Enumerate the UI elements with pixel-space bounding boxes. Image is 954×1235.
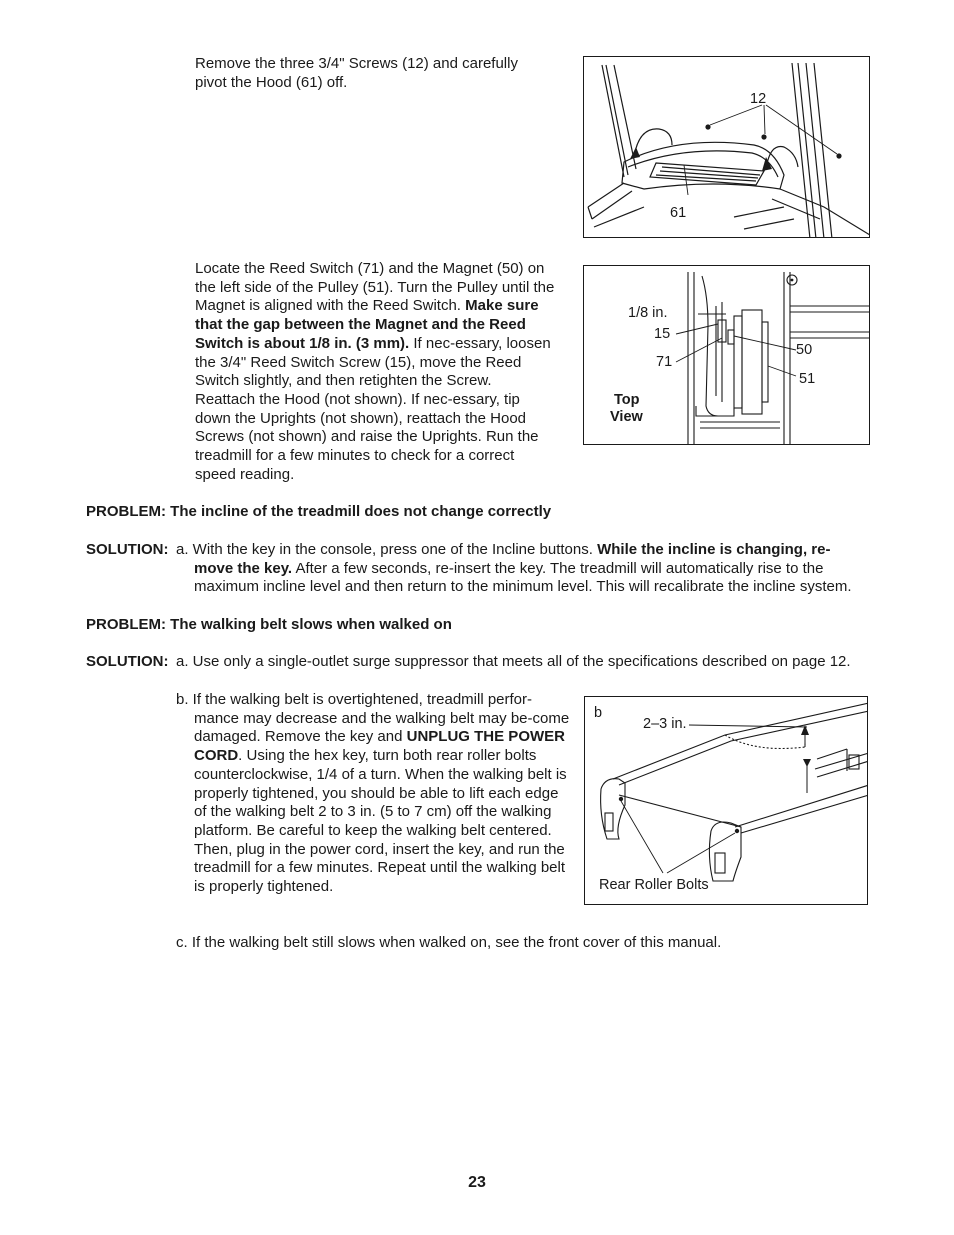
label-pulley-51: 51 — [799, 371, 816, 387]
walking-belt-illustration — [585, 697, 868, 905]
solution-belt-step-c: c. If the walking belt still slows when walked on, see the front cover of this manual. — [176, 934, 722, 951]
figure-walking-belt — [584, 696, 868, 905]
solution-belt-heading: SOLUTION: — [86, 653, 169, 670]
figure-reed-switch — [583, 265, 870, 445]
label-screws-12: 12 — [750, 91, 767, 107]
hood-illustration — [584, 57, 870, 238]
solution-incline-step-a: a. With the key in the console, press one of the Incline buttons. While the incline is changing, re-move the key. After a few seconds, re-insert the key. The treadmill will automatically rise to the maximum incline level and then return to the minimum level. This will recalibrate the incline system. — [176, 541, 852, 596]
label-magnet-50: 50 — [796, 342, 813, 358]
label-b: b — [594, 705, 603, 721]
label-view: View — [610, 409, 643, 425]
label-reed-switch-71: 71 — [656, 354, 673, 370]
problem-belt-heading: PROBLEM: The walking belt slows when walked on — [86, 616, 452, 633]
problem-incline-heading: PROBLEM: The incline of the treadmill does not change correctly — [86, 503, 552, 520]
label-gap-1-8-in: 1/8 in. — [628, 305, 668, 321]
label-2-3-in: 2–3 in. — [643, 716, 687, 732]
solution-incline-heading: SOLUTION: — [86, 541, 169, 558]
label-screw-15: 15 — [654, 326, 671, 342]
solution-belt-step-a: a. Use only a single-outlet surge suppressor that meets all of the specifications described on page 12. — [176, 653, 851, 670]
page-number: 23 — [468, 1174, 486, 1191]
solution-belt-step-b: b. If the walking belt is overtightened, treadmill perfor-mance may decrease and the walking belt may be-come damaged. Remove the key and UNPLUG THE POWER CORD. Using the hex key, turn both rear roller bolts counterclockwise, 1/4 of a turn. When the walking belt is properly tightened, you should be able to lift each edge of the walking belt 2 to 3 in. (5 to 7 cm) off the walking platform. Be careful to keep the walking belt centered. Then, plug in the power cord, insert the key, and run the treadmill for a few minutes. Repeat until the walking belt is properly tightened. — [176, 691, 570, 896]
figure-hood — [583, 56, 870, 238]
label-hood-61: 61 — [670, 205, 687, 221]
step-reed-gap-warning: Make sure that the gap between the Magnet and the Reed Switch is about 1/8 in. (3 mm). — [195, 297, 539, 352]
step-hood-text: Remove the three 3/4" Screws (12) and carefully pivot the Hood (61) off. — [195, 55, 518, 91]
step-reed-text: Locate the Reed Switch (71) and the Magnet (50) on the left side of the Pulley (51). Turn the Pulley until the Magnet is aligned with the Reed Switch. Make sure that the gap between the Magnet and the Reed Switch is about 1/8 in. (3 mm). If nec-essary, loosen the 3/4" Reed Switch Screw (15), move the Reed Switch slightly, and then retighten the Screw. Reattach the Hood (not shown). If nec-essary, tip down the Uprights (not shown), reattach the Hood Screws (not shown) and raise the Uprights. Run the treadmill for a few minutes to check for a correct speed reading. — [195, 260, 555, 483]
label-top: Top — [614, 392, 640, 408]
label-rear-roller-bolts: Rear Roller Bolts — [599, 877, 709, 893]
